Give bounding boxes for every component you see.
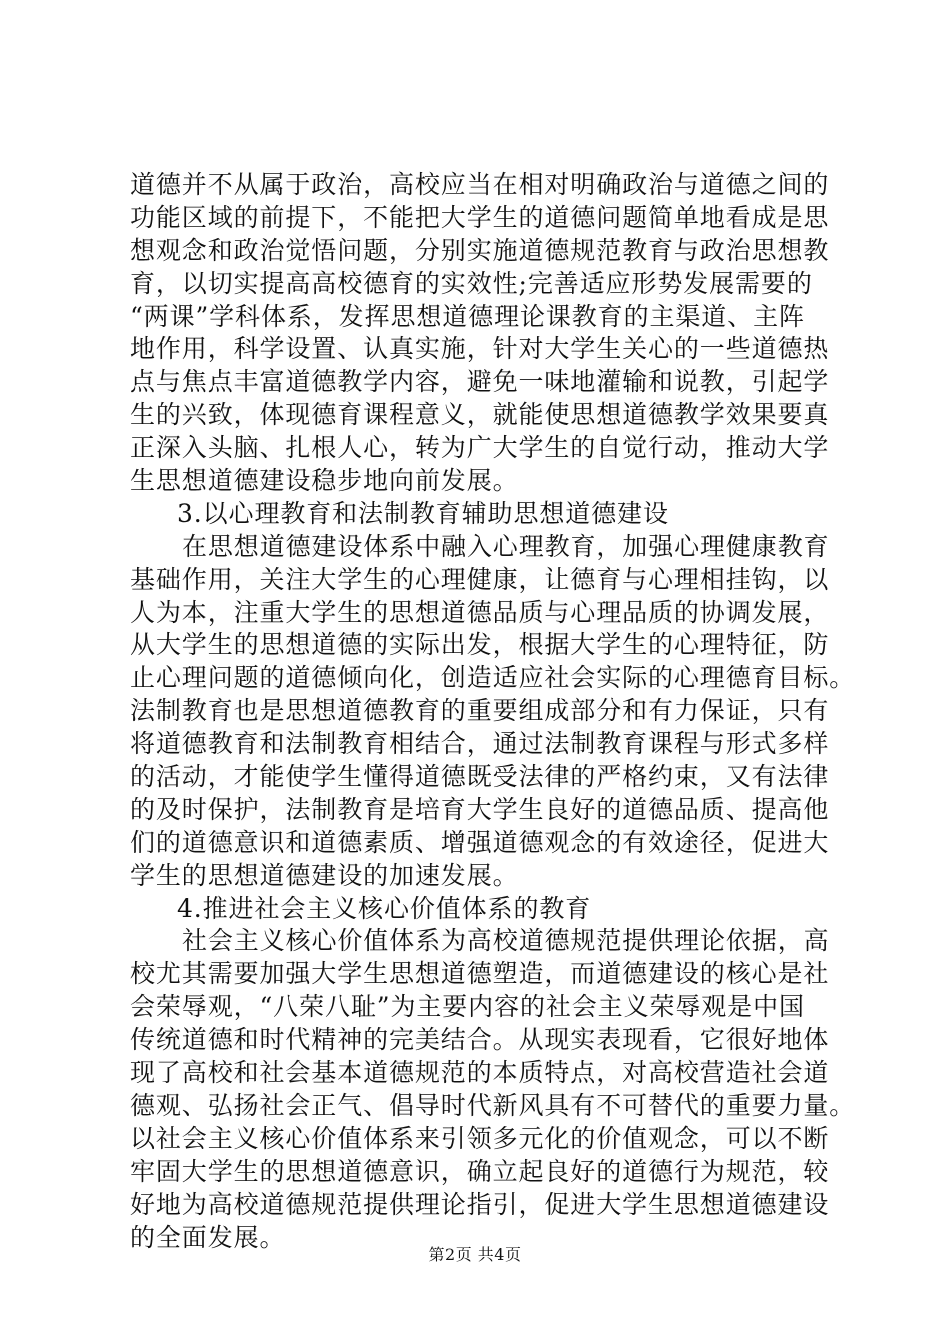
text-line: 现了高校和社会基本道德规范的本质特点，对高校营造社会道 bbox=[130, 1058, 830, 1088]
document-body bbox=[130, 169, 856, 1254]
text-line: 在思想道德建设体系中融入心理教育，加强心理健康教育 bbox=[182, 531, 830, 561]
text-line: 以社会主义核心价值体系来引领多元化的价值观念，可以不断 bbox=[130, 1123, 830, 1153]
text-line: 育，以切实提高高校德育的实效性;完善适应形势发展需要的 bbox=[130, 268, 813, 298]
text-line: 传统道德和时代精神的完美结合。从现实表现看，它很好地体 bbox=[130, 1025, 830, 1055]
page-number-footer: 第2页 共4页 bbox=[428, 1245, 522, 1264]
text-line: 基础作用，关注大学生的心理健康，让德育与心理相挂钩，以 bbox=[130, 564, 830, 594]
text-line: 们的道德意识和道德素质、增强道德观念的有效途径，促进大 bbox=[130, 827, 830, 857]
text-line: 的全面发展。 bbox=[130, 1222, 286, 1252]
text-line: 止心理问题的道德倾向化，创造适应社会实际的心理德育目标。 bbox=[130, 663, 856, 693]
section-heading: 3.以心理教育和法制教育辅助思想道德建设 bbox=[177, 498, 669, 528]
text-line: 的及时保护，法制教育是培育大学生良好的道德品质、提高他 bbox=[130, 794, 830, 824]
text-line: 好地为高校道德规范提供理论指引，促进大学生思想道德建设 bbox=[130, 1189, 830, 1219]
text-line: 正深入头脑、扎根人心，转为广大学生的自觉行动，推动大学 bbox=[130, 433, 830, 463]
text-line: 的活动，才能使学生懂得道德既受法律的严格约束，又有法律 bbox=[130, 762, 830, 792]
text-line: 德观、弘扬社会正气、倡导时代新风具有不可替代的重要力量。 bbox=[130, 1090, 856, 1120]
text-line: “两课”学科体系，发挥思想道德理论课教育的主渠道、主阵 bbox=[130, 301, 805, 331]
text-line: 学生的思想道德建设的加速发展。 bbox=[130, 860, 519, 890]
text-line: 地作用，科学设置、认真实施，针对大学生关心的一些道德热 bbox=[130, 334, 830, 364]
text-line: 功能区域的前提下，不能把大学生的道德问题简单地看成是思 bbox=[130, 202, 830, 232]
text-line: 将道德教育和法制教育相结合，通过法制教育课程与形式多样 bbox=[130, 729, 830, 759]
text-line: 点与焦点丰富道德教学内容，避免一味地灌输和说教，引起学 bbox=[130, 367, 830, 397]
text-line: 从大学生的思想道德的实际出发，根据大学生的心理特征，防 bbox=[130, 630, 830, 660]
text-line: 社会主义核心价值体系为高校道德规范提供理论依据，高 bbox=[182, 926, 830, 956]
text-line: 生的兴致，体现德育课程意义，就能使思想道德教学效果要真 bbox=[130, 400, 830, 430]
text-line: 想观念和政治觉悟问题，分别实施道德规范教育与政治思想教 bbox=[130, 235, 830, 265]
text-line: 生思想道德建设稳步地向前发展。 bbox=[130, 466, 519, 496]
text-line: 牢固大学生的思想道德意识，确立起良好的道德行为规范，较 bbox=[130, 1156, 830, 1186]
text-line: 人为本，注重大学生的思想道德品质与心理品质的协调发展， bbox=[130, 597, 830, 627]
text-line: 法制教育也是思想道德教育的重要组成部分和有力保证，只有 bbox=[130, 696, 830, 726]
section-heading: 4.推进社会主义核心价值体系的教育 bbox=[177, 893, 592, 923]
text-line: 校尤其需要加强大学生思想道德塑造，而道德建设的核心是社 bbox=[130, 959, 830, 989]
text-line: 道德并不从属于政治，高校应当在相对明确政治与道德之间的 bbox=[130, 170, 830, 199]
text-line: 会荣辱观，“八荣八耻”为主要内容的社会主义荣辱观是中国 bbox=[130, 992, 805, 1022]
